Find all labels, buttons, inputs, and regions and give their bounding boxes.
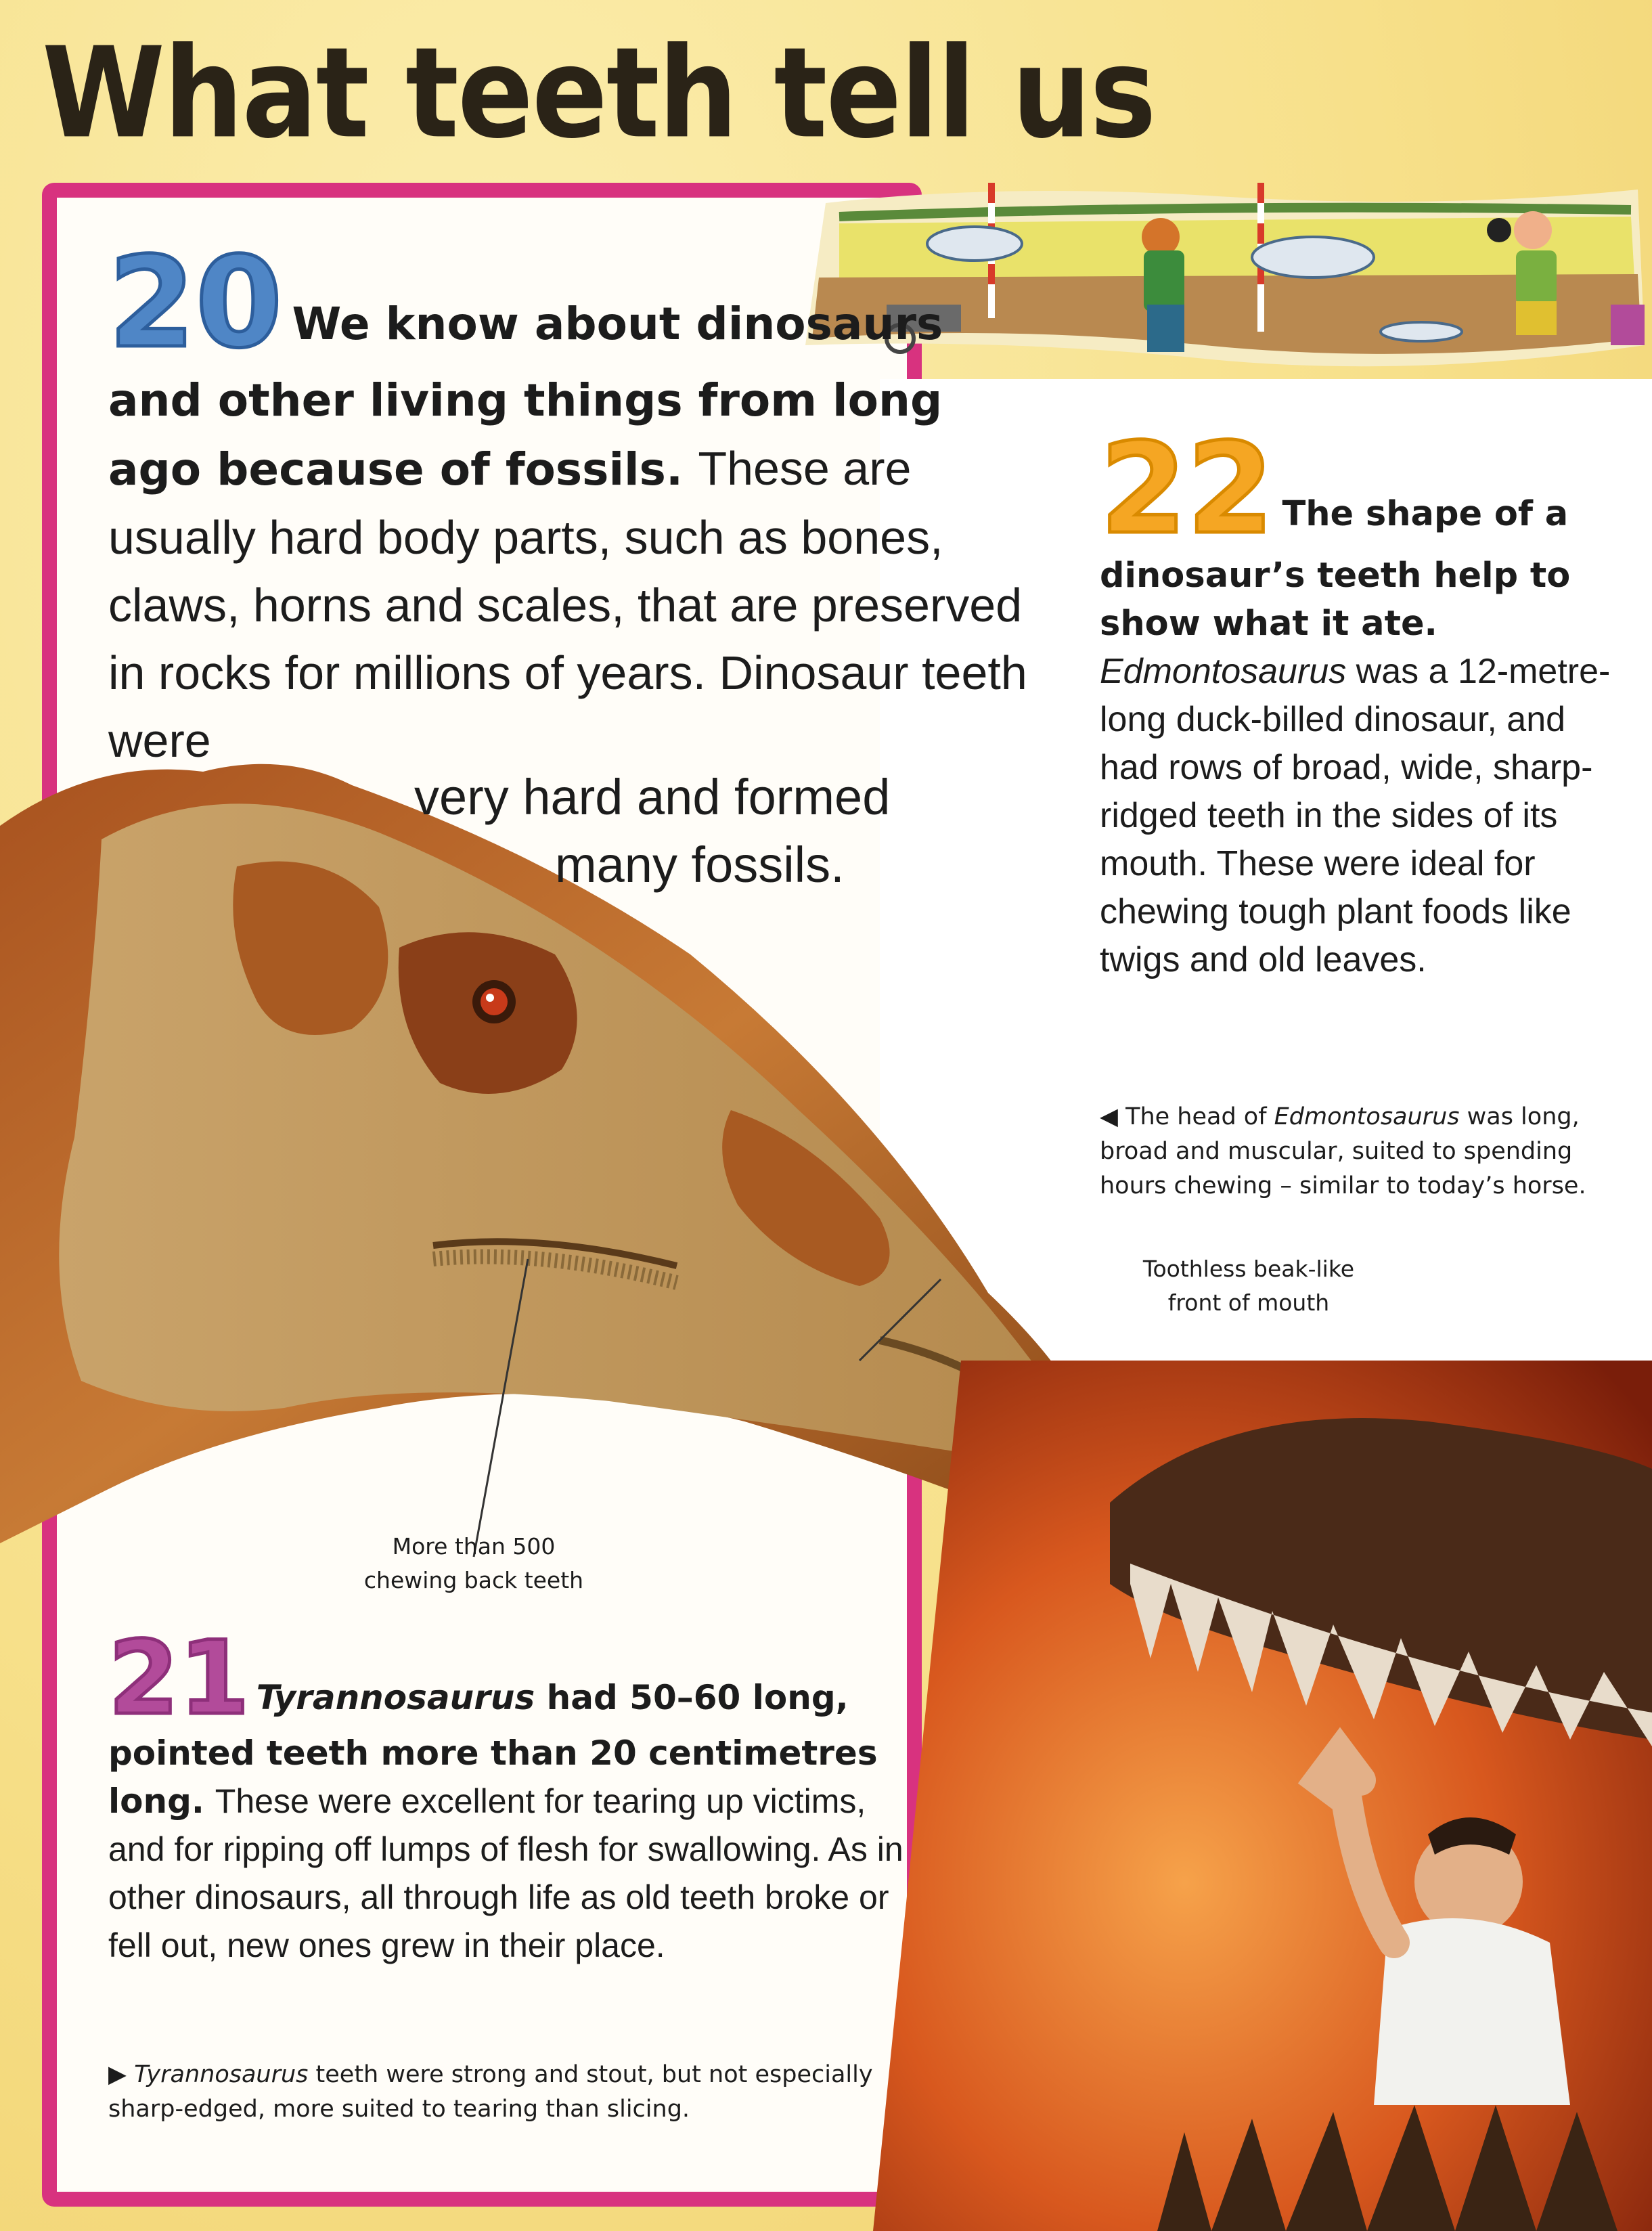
page-title: What teeth tell us: [42, 20, 1155, 167]
section-20-tail-1: very hard and formed: [414, 769, 891, 825]
left-arrow-icon: ◀: [1100, 1103, 1118, 1130]
back-teeth-label: More than 500 chewing back teeth: [363, 1533, 584, 1593]
beak-label: Toothless beak-like front of mouth: [1142, 1256, 1355, 1316]
right-arrow-icon: ▶: [108, 2061, 127, 2088]
edmontosaurus-caption: ◀ The head of Edmontosaurus was long, broad and muscular, suited to spending hours chewing – similar to today’s horse.: [1100, 1103, 1586, 1199]
section-21-body: These were excellent for tearing up victims, and for ripping off lumps of flesh for swallowing. As in other dinosaurs, all through life as old teeth broke or fell out, new ones grew in their place.: [108, 1782, 903, 1964]
section-21: [108, 1620, 907, 1970]
section-20-tail-2: many fossils.: [555, 837, 845, 893]
section-22: [1100, 416, 1621, 984]
tyrannosaurus-skull-photo: [873, 1361, 1652, 2231]
section-number-20: 20: [108, 229, 283, 376]
section-number-22: 22: [1100, 416, 1274, 562]
section-22-species: Edmontosaurus: [1100, 652, 1347, 691]
section-21-lead: had 50–60 long, pointed teeth more than 20 centimetres long.: [108, 1678, 878, 1821]
section-20-lead: We know about dinosaurs and other living things from long ago because of fossils.: [108, 298, 943, 495]
section-20: [108, 229, 1035, 774]
section-21-species: Tyrannosaurus: [256, 1678, 535, 1717]
tyrannosaurus-caption: ▶ Tyrannosaurus teeth were strong and stout, but not especially sharp-edged, more suited to tearing than slicing.: [108, 2061, 873, 2123]
section-22-lead: The shape of a dinosaur’s teeth help to show what it ate.: [1100, 494, 1571, 644]
section-22-body: was a 12-metre-long duck-billed dinosaur, and had rows of broad, wide, sharp-ridged teeth in the sides of its mouth. These were ideal for chewing tough plant foods like twigs and old leaves.: [1100, 652, 1611, 979]
section-20-body: These are usually hard body parts, such as bones, claws, horns and scales, that are preserved in rocks for millions of years. Dinosaur teeth were: [108, 442, 1027, 767]
section-number-21: 21: [108, 1620, 250, 1738]
